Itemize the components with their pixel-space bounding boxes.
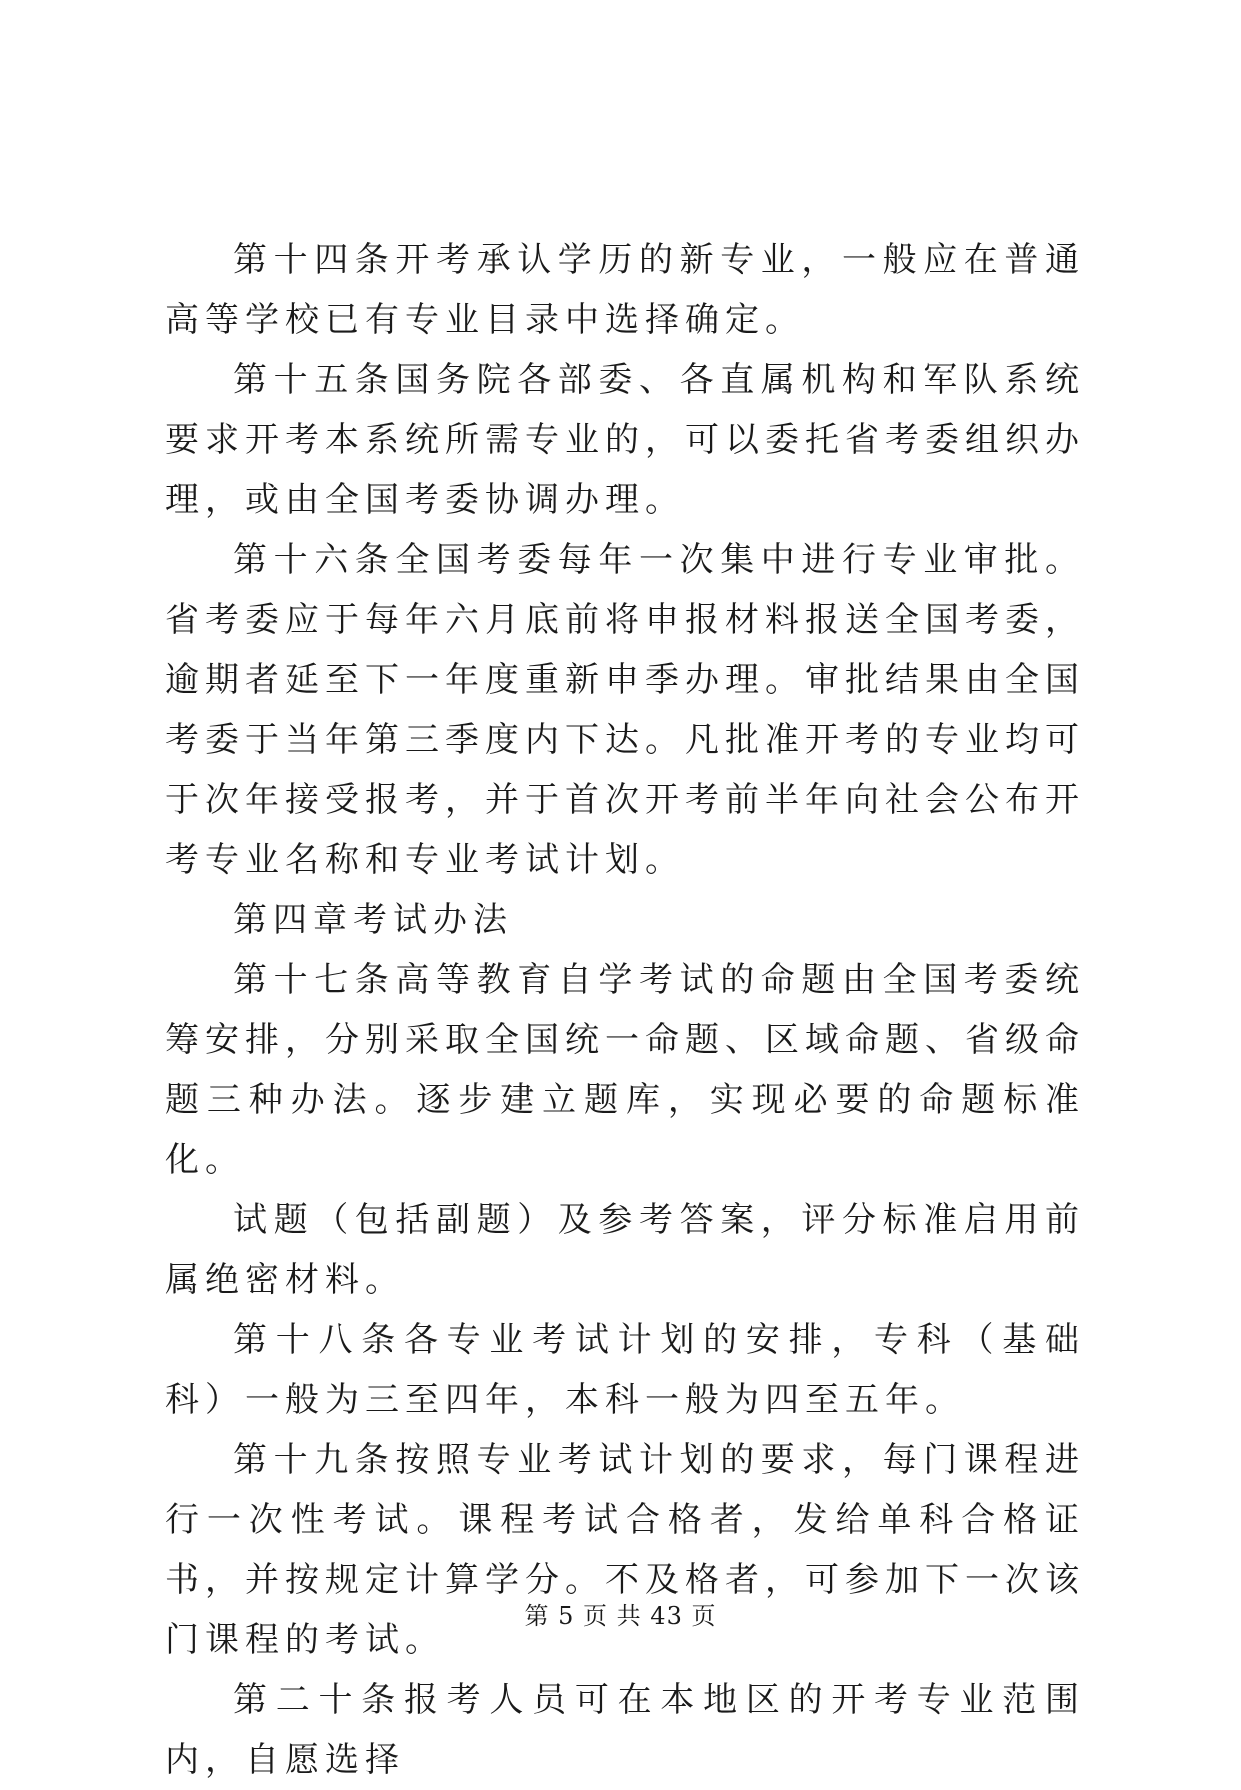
paragraph-article-17: 第十七条高等教育自学考试的命题由全国考委统筹安排，分别采取全国统一命题、区域命题、省级命题三种办法。逐步建立题库，实现必要的命题标准化。	[165, 960, 1085, 1180]
paragraph-article-16: 第十六条全国考委每年一次集中进行专业审批。省考委应于每年六月底前将申报材料报送全国考委，逾期者延至下一年度重新申季办理。审批结果由全国考委于当年第三季度内下达。凡批准开考的专业均可于次年接受报考，并于首次开考前半年向社会公布开考专业名称和专业考试计划。	[165, 540, 1085, 880]
paragraph-article-19: 第十九条按照专业考试计划的要求，每门课程进行一次性考试。课程考试合格者，发给单科合格证书，并按规定计算学分。不及格者，可参加下一次该门课程的考试。	[165, 1440, 1085, 1660]
document-body	[165, 230, 1085, 1790]
paragraph-article-20: 第二十条报考人员可在本地区的开考专业范围内，自愿选择	[165, 1680, 1085, 1780]
paragraph-exam-materials: 试题（包括副题）及参考答案，评分标准启用前属绝密材料。	[165, 1200, 1085, 1300]
paragraph-article-18: 第十八条各专业考试计划的安排，专科（基础科）一般为三至四年，本科一般为四至五年。	[165, 1320, 1085, 1420]
chapter-heading: 第四章考试办法	[233, 900, 513, 940]
paragraph-article-14: 第十四条开考承认学历的新专业，一般应在普通高等学校已有专业目录中选择确定。	[165, 240, 1085, 340]
paragraph-article-15: 第十五条国务院各部委、各直属机构和军队系统要求开考本系统所需专业的，可以委托省考委组织办理，或由全国考委协调办理。	[165, 360, 1085, 520]
page-number-footer: 第 5 页 共 43 页	[524, 1602, 717, 1630]
